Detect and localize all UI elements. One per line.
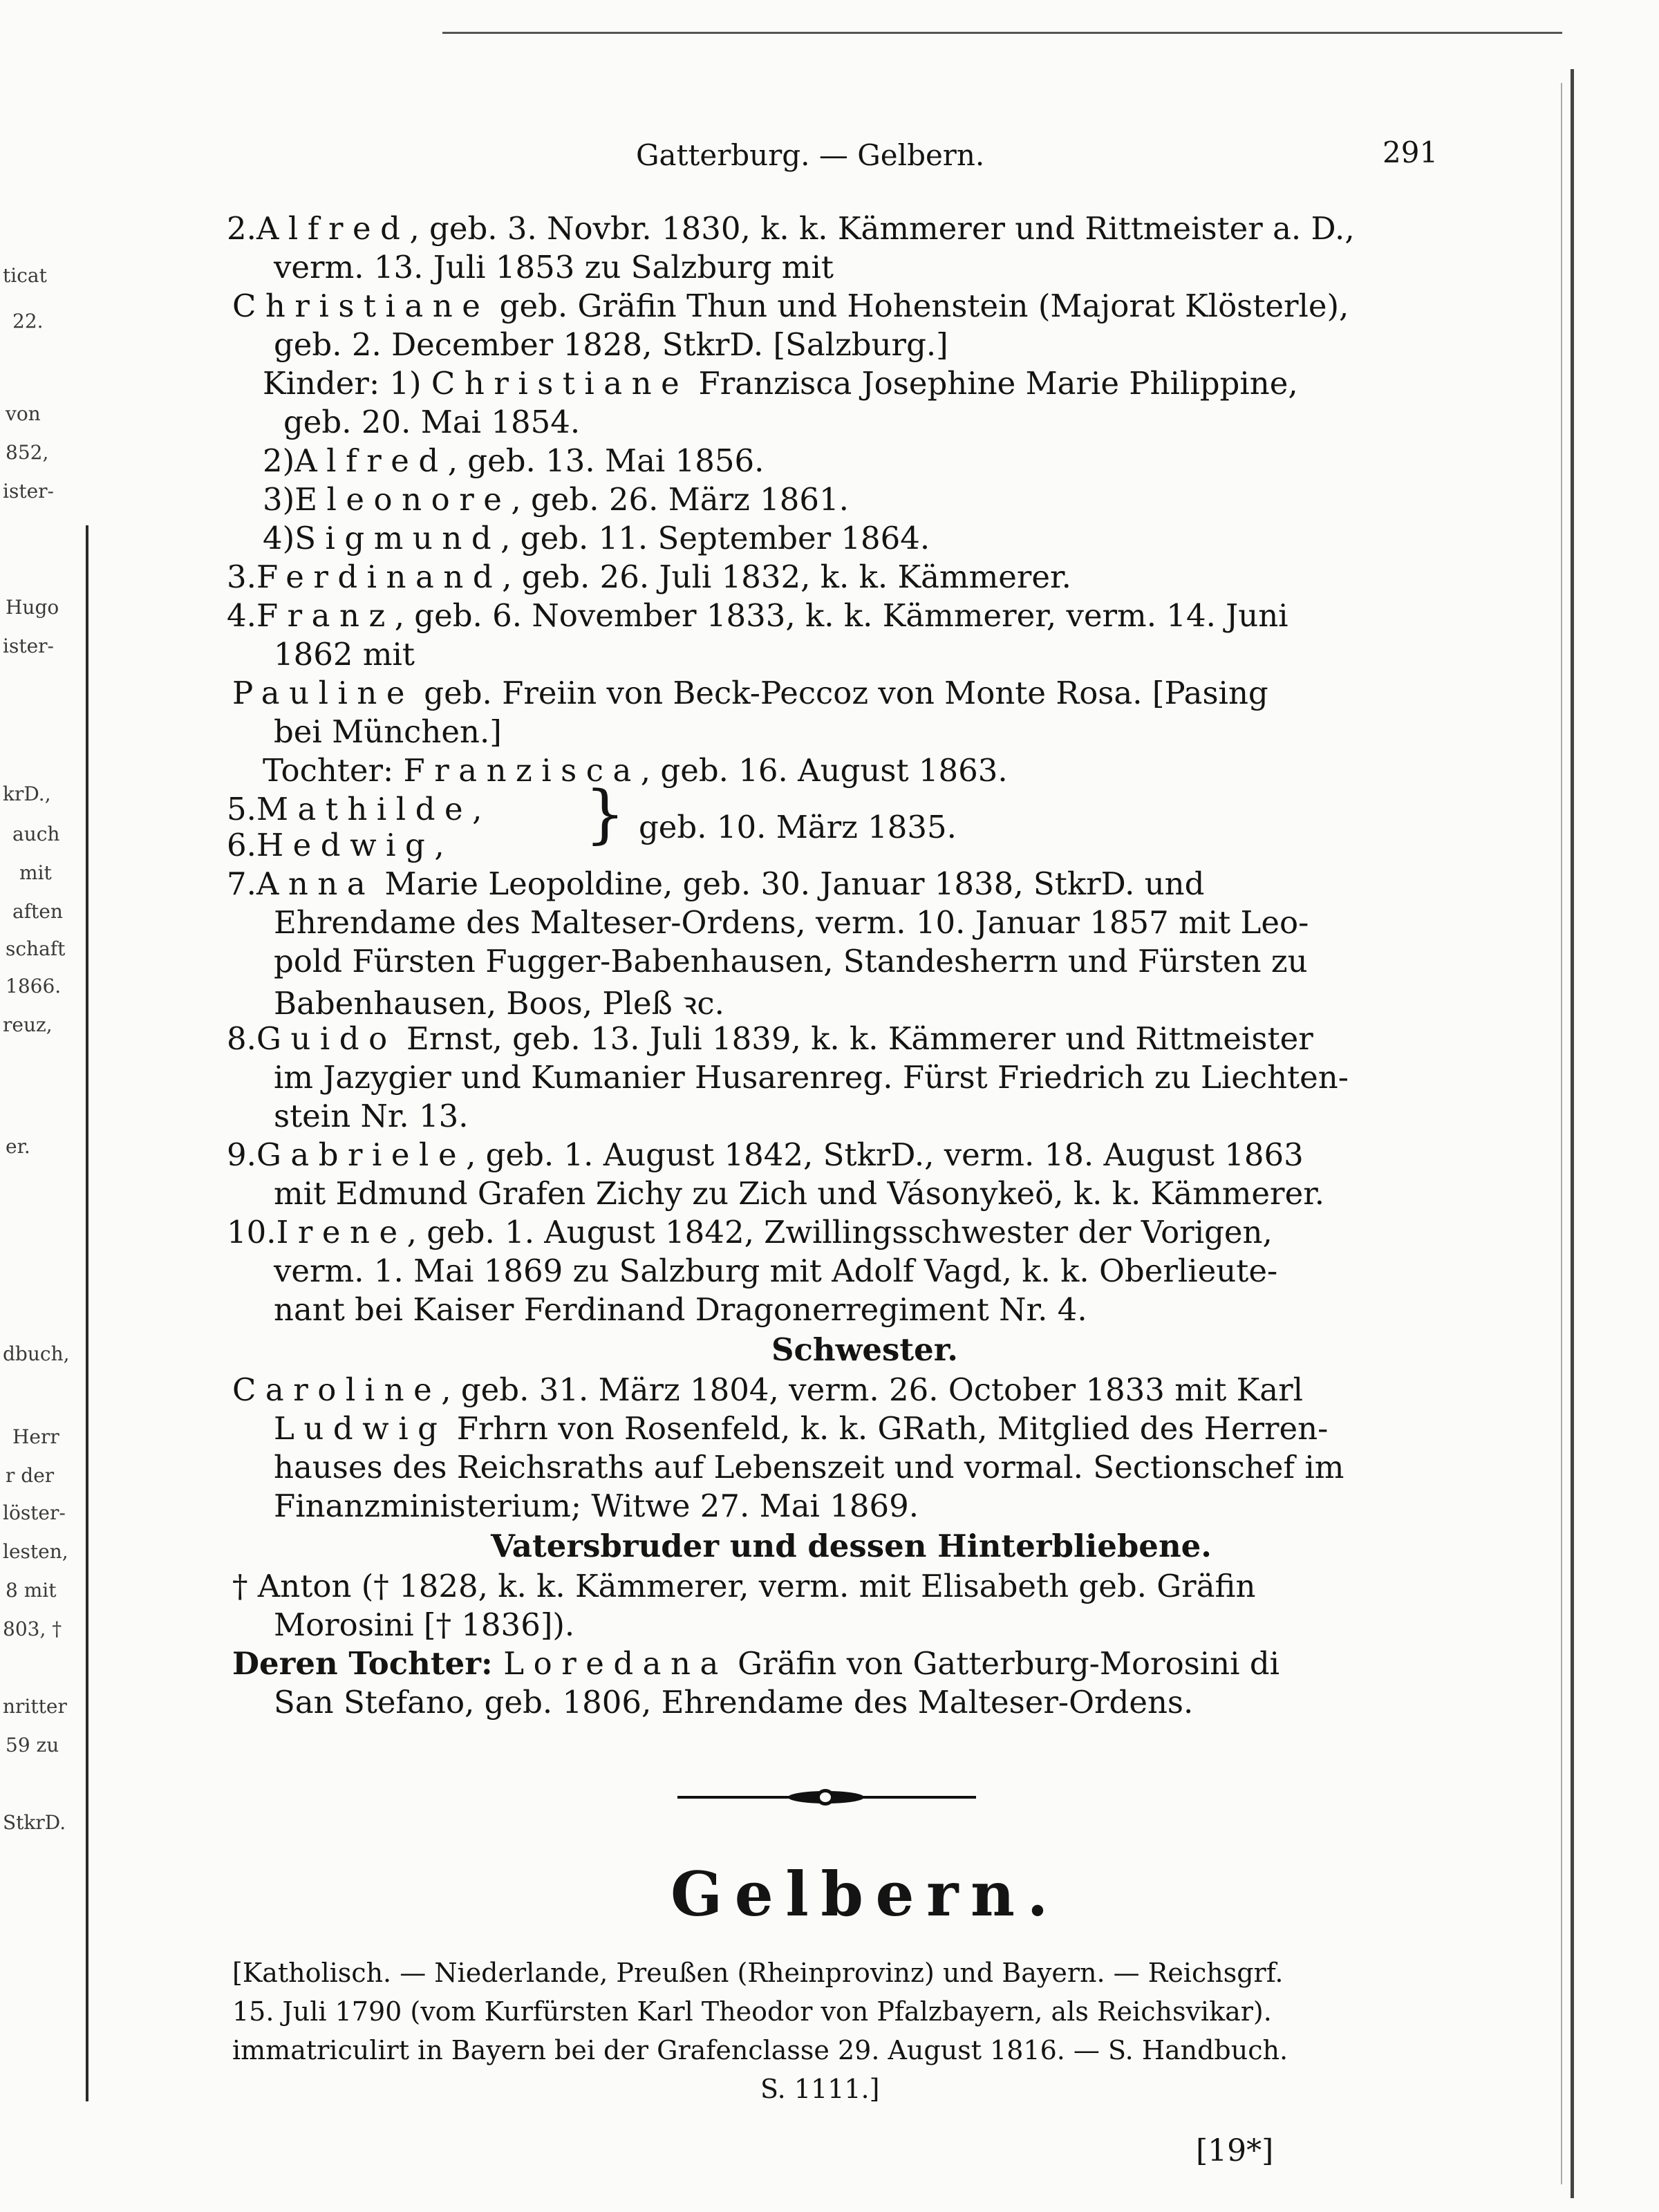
margin-fragment: 22.: [12, 310, 44, 332]
margin-fragment: ticat: [3, 264, 47, 287]
margin-rule: [86, 525, 88, 2101]
entry-line: 1862 mit: [274, 636, 415, 673]
sister-line: Finanzministerium; Witwe 27. Mai 1869.: [274, 1488, 919, 1524]
entry-line: 2)Alfred, geb. 13. Mai 1856.: [263, 442, 765, 479]
entry-line: Tochter: Franzisca, geb. 16. August 1863.: [263, 752, 1008, 789]
entry-line: verm. 1. Mai 1869 zu Salzburg mit Adolf Vagd, k. k. Oberlieute-: [274, 1253, 1278, 1289]
entry-line: geb. 20. Mai 1854.: [283, 404, 581, 440]
entry-line: bei München.]: [274, 713, 502, 750]
entry-line: geb. 2. December 1828, StkrD. [Salzburg.]: [274, 326, 948, 363]
margin-fragment: mit: [19, 861, 52, 884]
entry-line: verm. 13. Juli 1853 zu Salzburg mit: [274, 249, 834, 285]
margin-fragment: 8 mit: [6, 1579, 57, 1602]
entry-line: nant bei Kaiser Ferdinand Dragonerregiment Nr. 4.: [274, 1291, 1087, 1328]
margin-fragment: ister-: [3, 480, 54, 503]
entry-line: mit Edmund Grafen Zichy zu Zich und Vásonykeö, k. k. Kämmerer.: [274, 1175, 1325, 1212]
margin-fragment: von: [6, 402, 41, 425]
uncle-heading: Vatersbruder und dessen Hinterbliebene.: [491, 1528, 1212, 1564]
margin-fragment: nritter: [3, 1695, 67, 1718]
margin-fragment: Hugo: [6, 596, 59, 619]
sister-line: hauses des Reichsraths auf Lebenszeit und vormal. Sectionschef im: [274, 1449, 1344, 1485]
margin-fragment: Herr: [12, 1425, 59, 1448]
entry-line: 3.Ferdinand, geb. 26. Juli 1832, k. k. Kämmerer.: [227, 559, 1071, 595]
sister-line: Caroline, geb. 31. März 1804, verm. 26. October 1833 mit Karl: [232, 1371, 1304, 1408]
scan-edge-right-inner: [1561, 83, 1562, 2184]
top-rule: [442, 32, 1562, 34]
twins-birth-date: geb. 10. März 1835.: [639, 809, 957, 845]
gelbern-note-line: 15. Juli 1790 (vom Kurfürsten Karl Theodor von Pfalzbayern, als Reichsvikar).: [232, 1996, 1272, 2027]
entry-line: Pauline geb. Freiin von Beck-Peccoz von Monte Rosa. [Pasing: [232, 675, 1268, 711]
margin-fragment: dbuch,: [3, 1342, 70, 1365]
entry-line: 9.Gabriele, geb. 1. August 1842, StkrD., verm. 18. August 1863: [227, 1136, 1304, 1173]
gelbern-title: Gelbern.: [671, 1858, 1060, 1930]
entry-line: 2.Alfred, geb. 3. Novbr. 1830, k. k. Kämmerer und Rittmeister a. D.,: [227, 210, 1355, 247]
uncle-line: Deren Tochter: Loredana Gräfin von Gatterburg-Morosini di: [232, 1645, 1280, 1682]
margin-fragment: r der: [6, 1464, 55, 1487]
twins-brace: }: [585, 777, 626, 851]
signature-mark: [19*]: [1196, 2133, 1274, 2168]
uncle-line: San Stefano, geb. 1806, Ehrendame des Malteser-Ordens.: [274, 1684, 1194, 1721]
entry-line: 3)Eleonore, geb. 26. März 1861.: [263, 481, 849, 518]
margin-fragment: ister-: [3, 635, 54, 657]
sister-line: Ludwig Frhrn von Rosenfeld, k. k. GRath, Mitglied des Herren-: [274, 1410, 1329, 1447]
margin-fragment: reuz,: [3, 1013, 53, 1036]
margin-fragment: StkrD.: [3, 1811, 66, 1834]
uncle-line: Morosini [† 1836]).: [274, 1606, 575, 1643]
entry-line: 6.Hedwig,: [227, 827, 444, 863]
entry-line: 8.Guido Ernst, geb. 13. Juli 1839, k. k. Kämmerer und Rittmeister: [227, 1020, 1313, 1057]
gelbern-note-line: immatriculirt in Bayern bei der Grafenclasse 29. August 1816. — S. Handbuch.: [232, 2035, 1288, 2065]
margin-fragment: er.: [6, 1135, 30, 1158]
scan-edge-right: [1571, 69, 1574, 2198]
margin-fragment: 59 zu: [6, 1734, 59, 1756]
gelbern-note-line: [Katholisch. — Niederlande, Preußen (Rheinprovinz) und Bayern. — Reichsgrf.: [232, 1958, 1284, 1988]
margin-fragment: löster-: [3, 1501, 66, 1524]
margin-fragment: schaft: [6, 937, 66, 960]
entry-line: Kinder: 1) Christiane Franzisca Josephine Marie Philippine,: [263, 365, 1298, 402]
margin-fragment: 1866.: [6, 975, 62, 997]
entry-line: stein Nr. 13.: [274, 1098, 469, 1134]
margin-fragment: krD.,: [3, 782, 51, 805]
running-header: Gatterburg. — Gelbern.: [636, 138, 985, 172]
margin-fragment: 852,: [6, 441, 49, 464]
sister-heading: Schwester.: [771, 1331, 958, 1368]
entry-line: im Jazygier und Kumanier Husarenreg. Fürst Friedrich zu Liechten-: [274, 1059, 1349, 1096]
entry-line: 7.Anna Marie Leopoldine, geb. 30. Januar 1838, StkrD. und: [227, 865, 1205, 902]
gelbern-note-line: S. 1111.]: [760, 2074, 880, 2104]
margin-fragment: auch: [12, 823, 60, 845]
margin-fragment: 803, †: [3, 1618, 62, 1640]
uncle-line: † Anton († 1828, k. k. Kämmerer, verm. mit Elisabeth geb. Gräfin: [232, 1568, 1256, 1604]
entry-line: 4.Franz, geb. 6. November 1833, k. k. Kämmerer, verm. 14. Juni: [227, 597, 1288, 634]
entry-line: Christiane geb. Gräfin Thun und Hohenstein (Majorat Klösterle),: [232, 288, 1349, 324]
entry-line: 4)Sigmund, geb. 11. September 1864.: [263, 520, 930, 556]
margin-fragment: aften: [12, 900, 63, 923]
margin-fragment: lesten,: [3, 1540, 68, 1563]
entry-line: Babenhausen, Boos, Pleß ꝛc.: [274, 985, 724, 1022]
entry-line: Ehrendame des Malteser-Ordens, verm. 10. Januar 1857 mit Leo-: [274, 904, 1309, 941]
entry-line: 10.Irene, geb. 1. August 1842, Zwillingsschwester der Vorigen,: [227, 1214, 1273, 1250]
page-number: 291: [1382, 135, 1438, 169]
entry-line: pold Fürsten Fugger-Babenhausen, Standesherrn und Fürsten zu: [274, 943, 1308, 980]
entry-line: 5.Mathilde,: [227, 791, 482, 827]
